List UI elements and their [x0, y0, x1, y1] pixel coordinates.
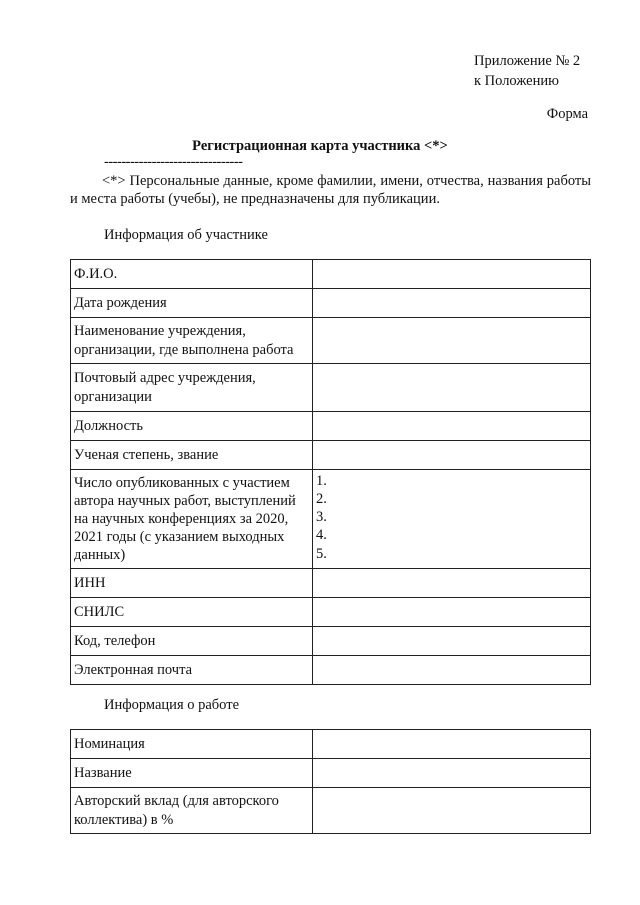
table-row — [71, 730, 591, 759]
table-row — [71, 598, 591, 627]
table-row — [71, 260, 591, 289]
list-item: 2. — [316, 491, 327, 508]
table-row — [71, 569, 591, 598]
birth-date-field[interactable] — [313, 289, 591, 318]
publications-list — [316, 472, 587, 563]
footnote-separator: -------------------------------- — [104, 154, 243, 170]
form-label: Форма — [546, 106, 588, 122]
row-label-degree: Ученая степень, звание — [71, 441, 313, 470]
participant-section-heading: Информация об участнике — [104, 227, 268, 243]
row-label-publications: Число опубликованных с участием автора научных работ, выступлений на научных конференциях за 2020, 2021 годы (с указанием выходных данных) — [71, 470, 313, 569]
table-row — [71, 318, 591, 364]
attachment-reference: к Положению — [474, 73, 559, 90]
work-section-heading: Информация о работе — [104, 697, 240, 713]
row-label-birth-date: Дата рождения — [71, 289, 313, 318]
email-field[interactable] — [313, 656, 591, 685]
full-name-field[interactable] — [313, 260, 591, 289]
table-row — [71, 788, 591, 834]
publications-field[interactable] — [313, 470, 591, 569]
row-label-phone: Код, телефон — [71, 627, 313, 656]
row-label-snils: СНИЛС — [71, 598, 313, 627]
work-info-table — [70, 729, 591, 834]
inn-field[interactable] — [313, 569, 591, 598]
row-label-institution: Наименование учреждения, организации, где выполнена работа — [71, 318, 313, 364]
list-item: 4. — [316, 527, 327, 544]
table-row — [71, 759, 591, 788]
list-item: 3. — [316, 509, 327, 526]
row-label-position: Должность — [71, 412, 313, 441]
nomination-field[interactable] — [313, 730, 591, 759]
phone-field[interactable] — [313, 627, 591, 656]
list-item: 1. — [316, 473, 327, 489]
row-label-work-title: Название — [71, 759, 313, 788]
attachment-header — [474, 52, 614, 92]
table-row — [71, 470, 591, 569]
row-label-inn: ИНН — [71, 569, 313, 598]
snils-field[interactable] — [313, 598, 591, 627]
row-label-full-name: Ф.И.О. — [71, 260, 313, 289]
position-field[interactable] — [313, 412, 591, 441]
attachment-number: Приложение № 2 — [474, 53, 581, 69]
row-label-postal-address: Почтовый адрес учреждения, организации — [71, 364, 313, 412]
author-contribution-field[interactable] — [313, 788, 591, 834]
table-row — [71, 656, 591, 685]
postal-address-field[interactable] — [313, 364, 591, 412]
row-label-author-contribution: Авторский вклад (для авторского коллектива) в % — [71, 788, 313, 834]
participant-info-table — [70, 259, 591, 685]
degree-field[interactable] — [313, 441, 591, 470]
work-title-field[interactable] — [313, 759, 591, 788]
institution-field[interactable] — [313, 318, 591, 364]
table-row — [71, 364, 591, 412]
table-row — [71, 441, 591, 470]
table-row — [71, 412, 591, 441]
row-label-email: Электронная почта — [71, 656, 313, 685]
table-row — [71, 289, 591, 318]
list-item: 5. — [316, 545, 327, 562]
row-label-nomination: Номинация — [71, 730, 313, 759]
footnote-text: <*> Персональные данные, кроме фамилии, имени, отчества, названия работы и места работы (учебы), не предназначены для публикации. — [70, 173, 591, 208]
table-row — [71, 627, 591, 656]
page-title: Регистрационная карта участника <*> — [192, 138, 448, 154]
